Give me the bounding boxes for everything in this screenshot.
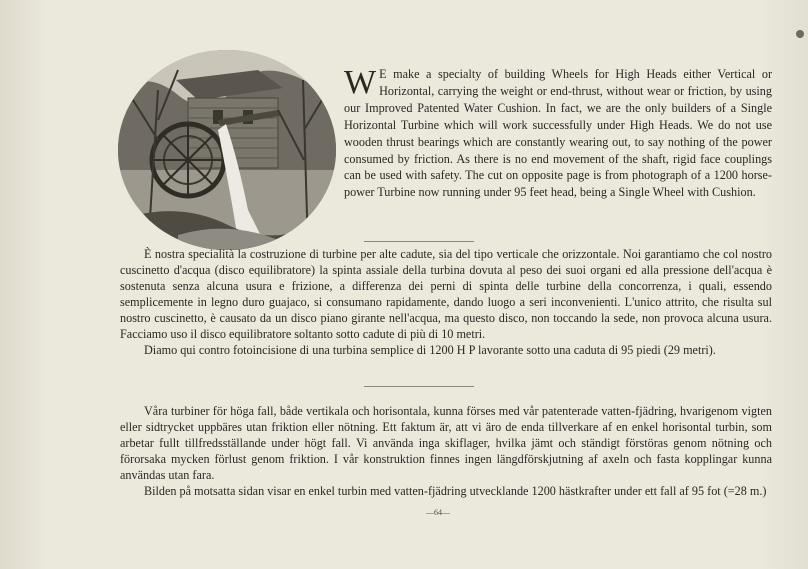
page-number: —64— [426,508,450,517]
drop-cap: W [344,64,377,101]
section-divider-bottom [364,386,474,387]
english-intro-paragraph [344,66,772,201]
swedish-paragraph-2: Bilden på motsatta sidan visar en enkel turbin med vatten-fjädring utvecklande 1200 hästkrafter under ett fall af 95 fot (=28 m.) [144,484,767,498]
italian-section [120,246,772,358]
intro-text: E make a specialty of building Wheels for High Heads either Vertical or Horizontal, carrying the weight or end-thrust, without wear or friction, by using our Improved Patented Water Cushion. In fact, we are the only builders of a Single Horizontal Turbine which will work successfully under High Heads. We do not use wooden thrust bearings which are constantly wearing out, to say nothing of the power consumed by friction. As there is no end movement of the shaft, rigid face couplings can be used with safety. The cut on opposite page is from photograph of a 1200 horse-power Turbine now running under 95 feet head, being a Single Wheel with Cushion. [344,67,772,200]
section-divider-top [364,241,474,242]
swedish-paragraph-1: Våra turbiner för höga fall, både vertikala och horisontala, kunna förses med vår patenterade vatten-fjädring, hvarigenom vigten eller sidtrycket uppbäres utan friktion eller nötning. Ett faktum är, att vi äro de enda tillverkare af en enkel horisontal turbin, som arbetar fullt tillfredsställande under högt fall. Vi använda inga skiflager, hvilka jämt och ständigt förstöras genom nötning och förorsaka mycken förlust genom friktion. I vår konstruktion finnes ingen längdförskjutning af axeln och fasta kopplingar kunna användas utan fara. [120,404,772,482]
swedish-section [120,403,772,499]
italian-paragraph-2: Diamo qui contro fotoincisione di una turbina semplice di 1200 H P lavorante sotto una caduta di 95 piedi (29 metri). [144,343,716,357]
page-edge-mark [796,30,804,38]
mill-photograph [118,50,336,250]
italian-paragraph-1: È nostra specialità la costruzione di turbine per alte cadute, sia del tipo verticale che orizzontale. Noi garantiamo che col nostro cuscinetto d'acqua (disco equilibratore) la spinta assiale della turbina dovuta al peso dei suoi organi ed alla pressione dell'acqua è sostenuta senza alcuna usura e frizione, a differenza dei perni di spinta delle turbine della concorrenza, i quali, essendo semplicemente in legno duro guajaco, si consumano rapidamente, dando luogo a seri inconvenienti. L'unico attrito, che risulta sul nostro cuscinetto, è causato da un disco piano girante nell'acqua, ma questo disco, non toccando la sede, non provoca alcuna usura. Facciamo uso il disco equilibratore soltanto sotto cadute di più di 10 metri. [120,247,772,341]
mill-illustration [118,50,336,250]
